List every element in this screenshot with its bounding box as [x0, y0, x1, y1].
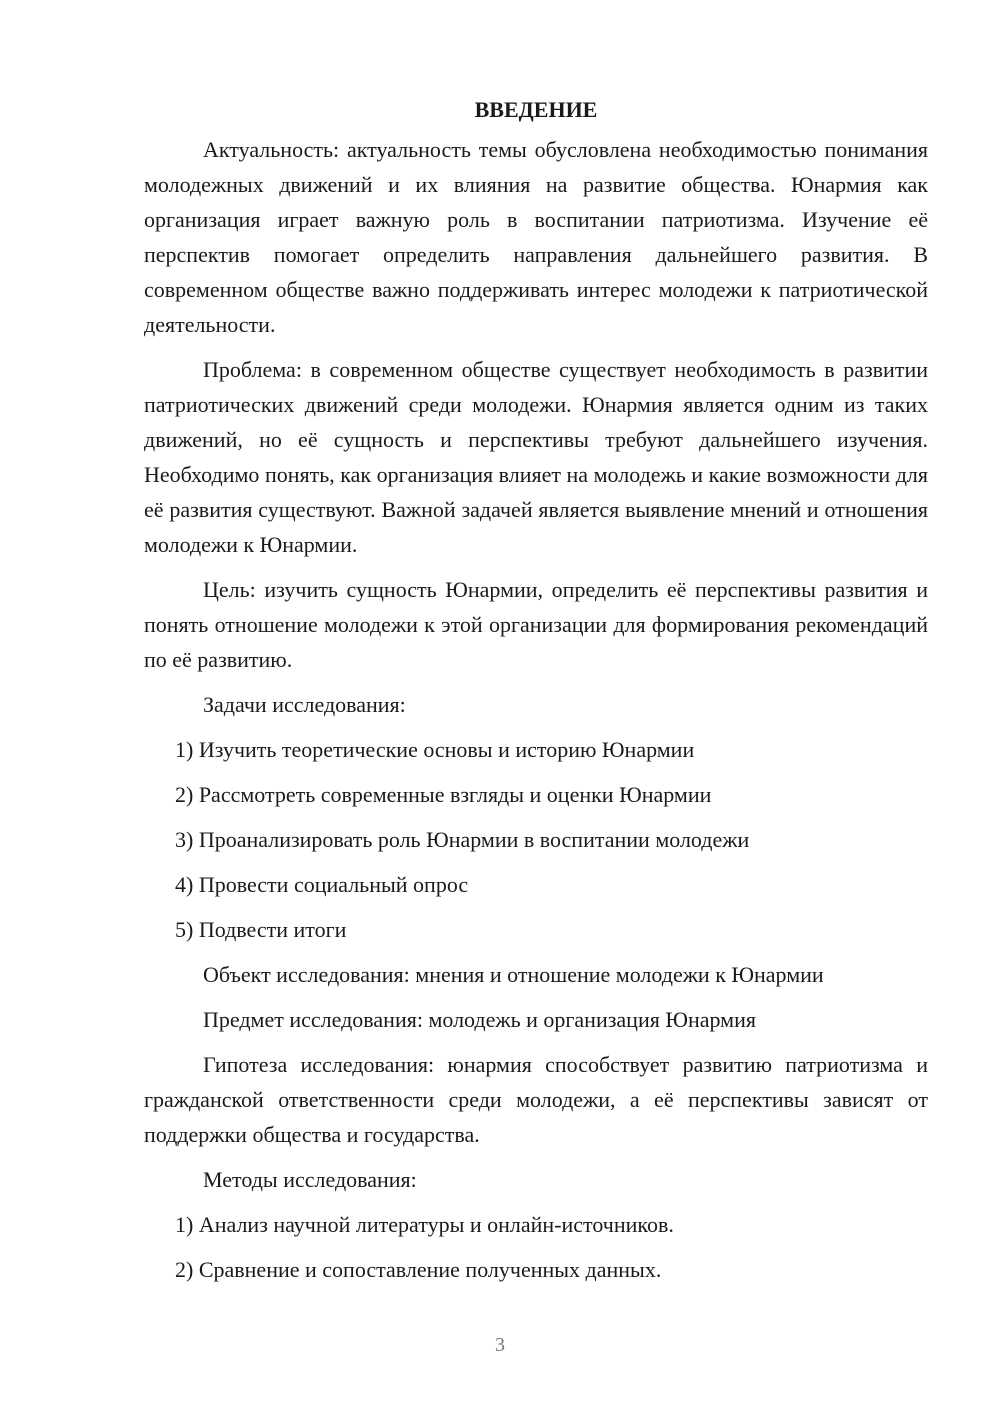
method-item: 1) Анализ научной литературы и онлайн-источников.	[175, 1212, 674, 1237]
page-content	[144, 92, 928, 1297]
method-item: 2) Сравнение и сопоставление полученных данных.	[175, 1257, 662, 1282]
methods-heading: Методы исследования:	[203, 1167, 417, 1192]
page-number: 3	[495, 1334, 505, 1356]
actuality-paragraph: Актуальность: актуальность темы обусловлена необходимостью понимания молодежных движений и их влияния на развитие общества. Юнармия как организация играет важную роль в воспитании патриотизма. Изучение её перспектив помогает определить направления дальнейшего развития. В современном обществе важно поддерживать интерес молодежи к патриотической деятельности.	[144, 137, 928, 337]
task-item: 5) Подвести итоги	[175, 917, 347, 942]
subject-line: Предмет исследования: молодежь и организация Юнармия	[203, 1007, 756, 1032]
section-title: ВВЕДЕНИЕ	[474, 97, 598, 122]
task-item: 1) Изучить теоретические основы и историю Юнармии	[175, 737, 695, 762]
object-line: Объект исследования: мнения и отношение молодежи к Юнармии	[203, 962, 824, 987]
goal-paragraph: Цель: изучить сущность Юнармии, определить её перспективы развития и понять отношение молодежи к этой организации для формирования рекомендаций по её развитию.	[144, 577, 928, 672]
hypothesis-paragraph: Гипотеза исследования: юнармия способствует развитию патриотизма и гражданской ответственности среди молодежи, а её перспективы зависят от поддержки общества и государства.	[144, 1052, 928, 1147]
task-item: 2) Рассмотреть современные взгляды и оценки Юнармии	[175, 782, 712, 807]
problem-paragraph: Проблема: в современном обществе существует необходимость в развитии патриотических движений среди молодежи. Юнармия является одним из таких движений, но её сущность и перспективы требуют дальнейшего изучения. Необходимо понять, как организация влияет на молодежь и какие возможности для её развития существуют. Важной задачей является выявление мнений и отношения молодежи к Юнармии.	[144, 357, 928, 557]
tasks-heading: Задачи исследования:	[203, 692, 406, 717]
task-item: 3) Проанализировать роль Юнармии в воспитании молодежи	[175, 827, 750, 852]
task-item: 4) Провести социальный опрос	[175, 872, 469, 897]
